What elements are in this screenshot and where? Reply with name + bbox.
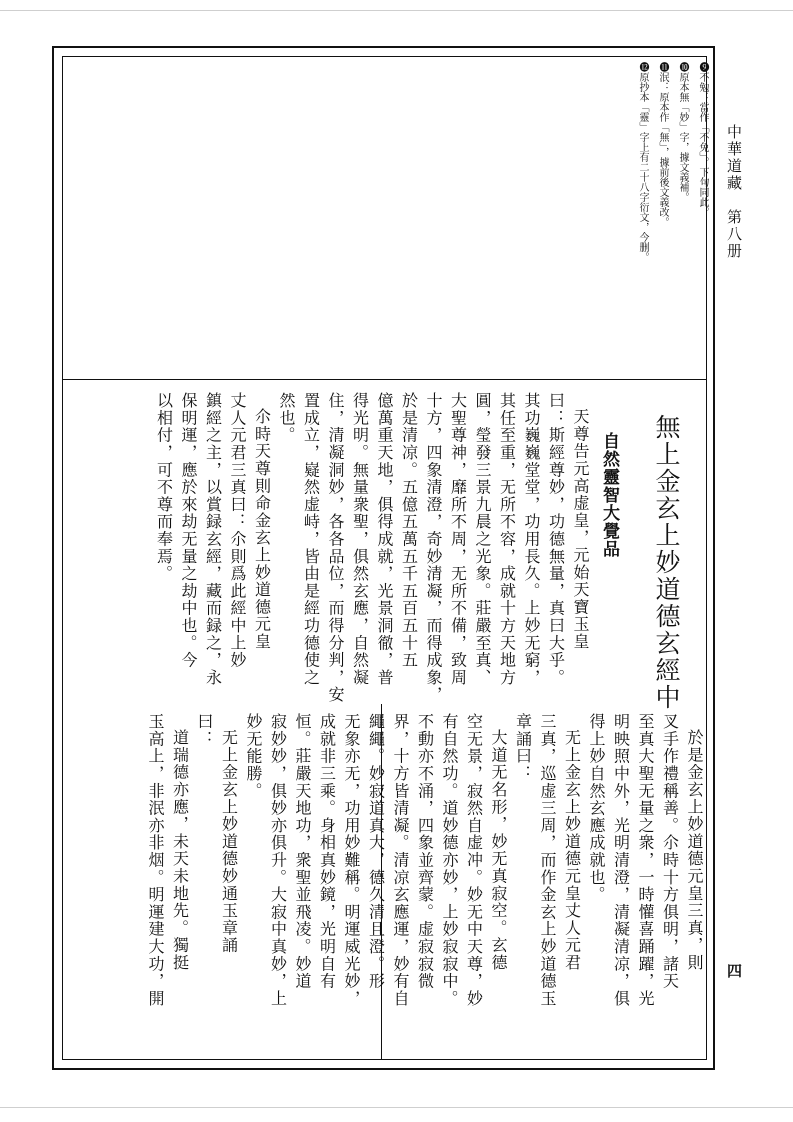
text-line: 鎮經之主，以賞録玄經，藏而録之，永	[203, 392, 223, 687]
running-title: 中華道藏 第八册	[725, 124, 743, 260]
text-line: 叉手作禮稱善。尒時十方俱明，諸天	[660, 713, 680, 990]
text-line: 曰：	[195, 713, 214, 748]
text-line: 其功巍巍堂堂，功用長久。上妙无窮，	[522, 392, 541, 687]
footnote: ⓬原抄本「靈」字上有二十八字衍文，今删。	[637, 62, 648, 262]
scripture-body-lower	[76, 713, 706, 1053]
text-line: 然也。	[277, 392, 296, 444]
scan-top-edge	[0, 10, 793, 11]
text-line: 得上妙自然玄應成就也。	[587, 713, 606, 904]
text-line: 十方，四象清澄，奇妙清凝，而得成象，	[424, 392, 443, 704]
verse-line: 妙无能勝。	[244, 713, 263, 800]
verse-line: 道瑞德亦應，未天未地先。獨挺	[170, 729, 190, 972]
text-line: 丈人元君三真曰：尒則爲此經中上妙	[228, 392, 247, 669]
register-divider	[62, 379, 707, 380]
page-number: 四	[725, 963, 743, 978]
footnote: ❿原本無「妙」字，據文義補。	[677, 62, 688, 202]
text-line: 曰：斯經尊妙，功德無量，真曰大乎。	[546, 392, 566, 687]
footnotes	[622, 62, 712, 382]
text-line: 天尊告元高虚皇，元始天寶玉皇	[571, 408, 590, 651]
verse-line: 繩繩。妙寂道真大，德久清且澄。形	[366, 713, 386, 990]
verse-line: 无象亦无，功用妙難稱。明運威光妙，	[342, 713, 361, 1008]
text-line: 於是金玄上妙道德元皇三真，則	[685, 729, 704, 972]
verse-line: 寂妙妙，俱妙亦俱升。大寂中真妙，上	[268, 713, 288, 1008]
scan-bottom-edge	[0, 1107, 793, 1108]
text-line: 无上金玄上妙道德元皇丈人元君	[562, 729, 582, 972]
verse-line: 有自然功。道妙德亦妙，上妙寂寂中。	[440, 713, 459, 1008]
text-line: 尒時天尊則命金玄上妙道德元皇	[252, 408, 272, 651]
verse-line: 玉高上，非泯亦非烟。明運建大功，開	[146, 713, 165, 1008]
text-line: 至真大聖无量之衆，一時懽喜踊躍，光	[636, 713, 655, 1008]
scripture-title: 無上金玄上妙道德玄經中	[652, 414, 681, 711]
verse-line: 大道无名形，妙无真寂空。玄德	[489, 729, 508, 972]
text-line: 章誦曰：	[513, 713, 533, 783]
verse-line: 空无景，寂然自虚冲。妙无中天尊，妙	[464, 713, 484, 1008]
chapter-title: 自然靈智大覺品	[599, 432, 619, 558]
scripture-body-upper	[72, 392, 592, 704]
verse-line: 恒。莊嚴天地功，衆聖並飛凌。妙道	[293, 713, 312, 990]
verse-line: 界，十方皆清凝。清凉玄應運，妙有自	[391, 713, 410, 1008]
footnote: ❾不勉：當作「不免」。下句同此。	[697, 62, 708, 217]
text-line: 圓，瑩發三景九晨之光象。莊嚴至真、	[473, 392, 492, 687]
text-line: 三真，巡虚三周，而作金玄上妙道德玉	[538, 713, 557, 1008]
verse-line: 不動亦不涌，四象並齊蒙。虚寂寂微	[415, 713, 435, 990]
text-line: 以相付，可不尊而奉焉。	[154, 392, 174, 583]
text-line: 无上金玄上妙道德妙通玉章誦	[219, 729, 239, 954]
verse-line: 成就非三乘。身相真妙鏡，光明自有	[317, 713, 337, 990]
text-line: 得光明。無量衆聖，俱然玄應，自然凝	[350, 392, 370, 687]
text-line: 億萬重天地，俱得成就，光景洞徹，普	[375, 392, 394, 687]
text-line: 其任至重，无所不容，成就十方天地方	[497, 392, 517, 687]
text-line: 大聖尊神，靡所不周，无所不備，致周	[448, 392, 468, 687]
footnote: ⓫泯：原本作「無」，據前後文義改。	[657, 62, 668, 227]
text-line: 住，清凝洞妙，各各品位，而得分判，安	[326, 392, 345, 704]
text-line: 置成立，嶷然虚峙，皆由是經功德使之	[301, 392, 321, 687]
text-line: 保明運，應於來劫无量之劫中也。今	[179, 392, 198, 669]
text-line: 明映照中外，光明清澄，清凝清凉，俱	[611, 713, 631, 1008]
text-line: 於是清凉。五億五萬五千五百五十五	[399, 392, 419, 669]
